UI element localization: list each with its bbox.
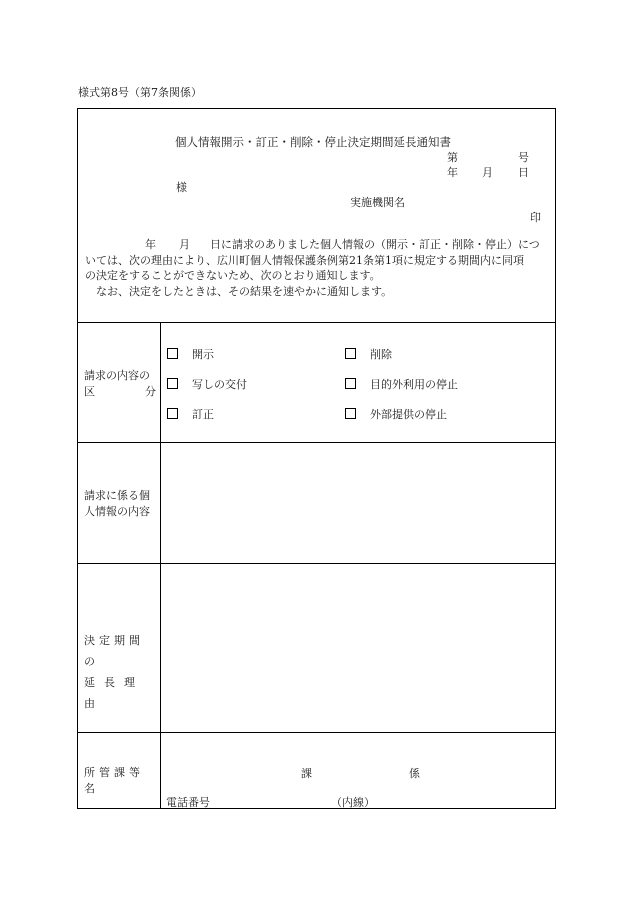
body-line-4: なお、決定をしたときは、その結果を速やかに通知します。 [96, 284, 393, 298]
body-month: 月 [179, 238, 190, 251]
option-label: 開示 [192, 348, 214, 361]
form-number: 様式第8号（第7条関係） [78, 86, 202, 99]
body-line-1-text: 日に請求のありました個人情報の（開示・訂正・削除・停止）につ [210, 238, 540, 251]
document-title: 個人情報開示・訂正・削除・停止決定期間延長通知書 [175, 135, 451, 149]
request-type-label-a: 区 [84, 385, 95, 398]
document-number-prefix: 第 [447, 151, 458, 164]
checkbox-icon[interactable] [345, 348, 356, 359]
seal-mark: 印 [530, 211, 541, 224]
info-content-field[interactable] [162, 444, 552, 561]
extension-reason-label-line-2: 延長理由 [84, 676, 144, 710]
table-top-border [78, 322, 555, 323]
subsection-label: 係 [409, 767, 420, 780]
extension-reason-label-line-1: 決定期間の [84, 634, 144, 668]
document-number-suffix: 号 [518, 151, 529, 164]
request-type-label-line-1: 請求の内容の [84, 369, 150, 382]
extension-label: （内線） [331, 796, 375, 809]
department-label: 所管課等名 [84, 766, 144, 795]
row-divider-2 [78, 563, 555, 564]
phone-label: 電話番号 [166, 796, 210, 809]
option-label: 訂正 [192, 408, 214, 421]
row-divider-3 [78, 732, 555, 733]
info-content-label-line-1: 請求に係る個 [84, 489, 150, 502]
request-type-label-b: 分 [145, 385, 156, 398]
date-month: 月 [482, 166, 493, 179]
body-year: 年 [145, 238, 156, 251]
checkbox-icon[interactable] [167, 408, 178, 419]
body-line-1 [85, 237, 551, 253]
option-stop-external-provision[interactable] [345, 406, 447, 422]
date-day: 日 [518, 166, 529, 179]
checkbox-icon[interactable] [345, 378, 356, 389]
checkbox-icon[interactable] [345, 408, 356, 419]
option-correction[interactable] [167, 406, 214, 422]
option-stop-nonpurpose-use[interactable] [345, 376, 458, 392]
info-content-label-line-2: 人情報の内容 [84, 505, 150, 518]
body-line-2: いては、次の理由により、広川町個人情報保護条例第21条第1項に規定する期間内に同項 [85, 253, 524, 267]
option-label: 外部提供の停止 [370, 408, 447, 421]
extension-reason-field[interactable] [162, 565, 552, 730]
section-label: 課 [301, 767, 312, 780]
option-disclosure[interactable] [167, 346, 214, 362]
option-label: 写しの交付 [192, 378, 247, 391]
info-content-label [84, 488, 156, 520]
agency-label: 実施機関名 [350, 196, 405, 209]
notice-body [85, 237, 551, 299]
option-label: 目的外利用の停止 [370, 378, 458, 391]
option-deletion[interactable] [345, 346, 392, 362]
checkbox-icon[interactable] [167, 348, 178, 359]
notice-form [77, 108, 556, 809]
body-line-3: の決定をすることができないため、次のとおり通知します。 [85, 269, 381, 282]
request-type-label [84, 368, 156, 400]
date-year: 年 [447, 166, 458, 179]
request-type-label-line-2 [84, 384, 156, 400]
checkbox-icon[interactable] [167, 378, 178, 389]
option-copy-delivery[interactable] [167, 376, 247, 392]
extension-reason-label [84, 630, 156, 714]
addressee-suffix: 様 [176, 181, 187, 194]
row-divider-1 [78, 442, 555, 443]
option-label: 削除 [370, 348, 392, 361]
table-column-divider [160, 322, 161, 808]
